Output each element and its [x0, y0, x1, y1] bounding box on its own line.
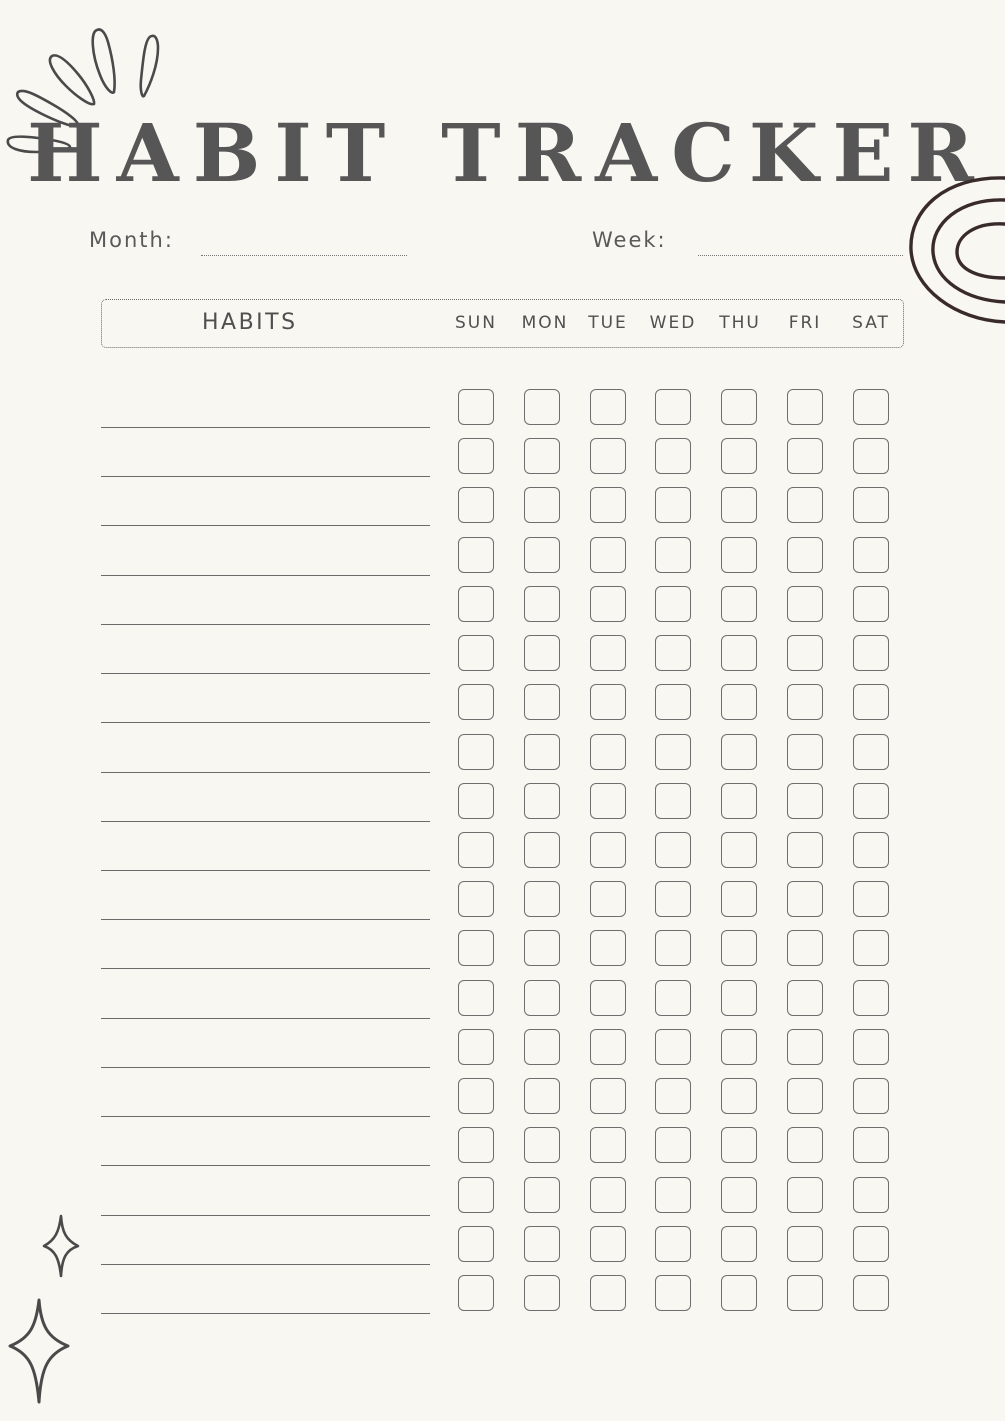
checkbox-wed[interactable] [655, 684, 691, 720]
checkbox-mon[interactable] [524, 832, 560, 868]
checkbox-wed[interactable] [655, 1275, 691, 1311]
checkbox-mon[interactable] [524, 635, 560, 671]
checkbox-wed[interactable] [655, 980, 691, 1016]
checkbox-sat[interactable] [853, 1029, 889, 1065]
checkbox-thu[interactable] [721, 881, 757, 917]
checkbox-tue[interactable] [590, 1275, 626, 1311]
checkbox-wed[interactable] [655, 783, 691, 819]
checkbox-mon[interactable] [524, 1177, 560, 1213]
checkbox-wed[interactable] [655, 930, 691, 966]
day-label-tue: TUE [588, 313, 628, 333]
checkbox-tue[interactable] [590, 684, 626, 720]
checkbox-mon[interactable] [524, 684, 560, 720]
checkbox-sat[interactable] [853, 537, 889, 573]
checkbox-tue[interactable] [590, 389, 626, 425]
week-label: Week: [592, 228, 667, 252]
checkbox-sun[interactable] [458, 1029, 494, 1065]
checkbox-thu[interactable] [721, 438, 757, 474]
checkbox-tue[interactable] [590, 635, 626, 671]
checkbox-tue[interactable] [590, 734, 626, 770]
checkbox-tue[interactable] [590, 930, 626, 966]
checkbox-sun[interactable] [458, 832, 494, 868]
checkbox-sat[interactable] [853, 832, 889, 868]
checkbox-sun[interactable] [458, 389, 494, 425]
checkbox-mon[interactable] [524, 930, 560, 966]
habit-entry-line[interactable] [101, 1313, 430, 1314]
habit-entry-line[interactable] [101, 1116, 430, 1117]
checkbox-wed[interactable] [655, 1078, 691, 1114]
habit-entry-line[interactable] [101, 1018, 430, 1019]
checkbox-wed[interactable] [655, 1226, 691, 1262]
checkbox-fri[interactable] [787, 832, 823, 868]
checkbox-tue[interactable] [590, 1226, 626, 1262]
checkbox-fri[interactable] [787, 389, 823, 425]
day-label-sun: SUN [455, 313, 497, 333]
checkbox-sat[interactable] [853, 438, 889, 474]
checkbox-thu[interactable] [721, 980, 757, 1016]
week-field[interactable] [698, 255, 903, 256]
checkbox-sat[interactable] [853, 1078, 889, 1114]
habit-entry-line[interactable] [101, 575, 430, 576]
checkbox-sun[interactable] [458, 487, 494, 523]
checkbox-sun[interactable] [458, 1127, 494, 1163]
checkbox-mon[interactable] [524, 1078, 560, 1114]
day-label-fri: FRI [788, 313, 822, 333]
month-field[interactable] [201, 255, 407, 256]
habit-entry-line[interactable] [101, 476, 430, 477]
checkbox-fri[interactable] [787, 881, 823, 917]
checkbox-mon[interactable] [524, 389, 560, 425]
checkbox-sat[interactable] [853, 1275, 889, 1311]
checkbox-fri[interactable] [787, 1275, 823, 1311]
checkbox-fri[interactable] [787, 783, 823, 819]
checkbox-mon[interactable] [524, 980, 560, 1016]
checkbox-sat[interactable] [853, 586, 889, 622]
habit-entry-line[interactable] [101, 1215, 430, 1216]
checkbox-fri[interactable] [787, 537, 823, 573]
checkbox-sat[interactable] [853, 1177, 889, 1213]
checkbox-fri[interactable] [787, 635, 823, 671]
habit-entry-line[interactable] [101, 919, 430, 920]
checkbox-thu[interactable] [721, 487, 757, 523]
habit-entry-line[interactable] [101, 673, 430, 674]
checkbox-fri[interactable] [787, 1078, 823, 1114]
checkbox-fri[interactable] [787, 684, 823, 720]
sparkle-star-icon [6, 1296, 72, 1406]
checkbox-wed[interactable] [655, 586, 691, 622]
checkbox-thu[interactable] [721, 783, 757, 819]
checkbox-sun[interactable] [458, 684, 494, 720]
day-label-thu: THU [719, 313, 761, 333]
day-label-wed: WED [649, 313, 697, 333]
checkbox-sun[interactable] [458, 734, 494, 770]
checkbox-sun[interactable] [458, 1078, 494, 1114]
checkbox-mon[interactable] [524, 734, 560, 770]
checkbox-thu[interactable] [721, 586, 757, 622]
checkbox-sat[interactable] [853, 783, 889, 819]
checkbox-fri[interactable] [787, 586, 823, 622]
day-label-mon: MON [521, 313, 569, 333]
checkbox-thu[interactable] [721, 389, 757, 425]
checkbox-sun[interactable] [458, 635, 494, 671]
checkbox-mon[interactable] [524, 586, 560, 622]
rainbow-arch-icon [905, 170, 1005, 330]
checkbox-fri[interactable] [787, 487, 823, 523]
checkbox-wed[interactable] [655, 438, 691, 474]
checkbox-sun[interactable] [458, 1226, 494, 1262]
habit-entry-line[interactable] [101, 722, 430, 723]
checkbox-sun[interactable] [458, 783, 494, 819]
page-title: HABIT TRACKER [27, 106, 988, 200]
checkbox-sat[interactable] [853, 1226, 889, 1262]
checkbox-mon[interactable] [524, 1226, 560, 1262]
checkbox-tue[interactable] [590, 586, 626, 622]
checkbox-fri[interactable] [787, 1127, 823, 1163]
checkbox-thu[interactable] [721, 1127, 757, 1163]
checkbox-wed[interactable] [655, 1127, 691, 1163]
checkbox-sun[interactable] [458, 586, 494, 622]
habit-entry-line[interactable] [101, 870, 430, 871]
checkbox-sat[interactable] [853, 881, 889, 917]
checkbox-sat[interactable] [853, 930, 889, 966]
checkbox-wed[interactable] [655, 537, 691, 573]
checkbox-sun[interactable] [458, 980, 494, 1016]
checkbox-wed[interactable] [655, 1177, 691, 1213]
checkbox-tue[interactable] [590, 487, 626, 523]
checkbox-sat[interactable] [853, 980, 889, 1016]
checkbox-thu[interactable] [721, 684, 757, 720]
checkbox-sun[interactable] [458, 930, 494, 966]
checkbox-fri[interactable] [787, 1029, 823, 1065]
checkbox-sat[interactable] [853, 1127, 889, 1163]
checkbox-tue[interactable] [590, 1127, 626, 1163]
checkbox-sun[interactable] [458, 1275, 494, 1311]
checkbox-wed[interactable] [655, 487, 691, 523]
checkbox-thu[interactable] [721, 635, 757, 671]
checkbox-tue[interactable] [590, 1029, 626, 1065]
checkbox-mon[interactable] [524, 1275, 560, 1311]
day-label-sat: SAT [852, 313, 890, 333]
checkbox-thu[interactable] [721, 1226, 757, 1262]
sparkle-star-icon [40, 1212, 82, 1280]
checkbox-thu[interactable] [721, 1177, 757, 1213]
checkbox-tue[interactable] [590, 537, 626, 573]
checkbox-sun[interactable] [458, 438, 494, 474]
checkbox-mon[interactable] [524, 487, 560, 523]
checkbox-sat[interactable] [853, 684, 889, 720]
checkbox-tue[interactable] [590, 881, 626, 917]
checkbox-tue[interactable] [590, 980, 626, 1016]
checkbox-wed[interactable] [655, 832, 691, 868]
checkbox-fri[interactable] [787, 980, 823, 1016]
checkbox-tue[interactable] [590, 832, 626, 868]
checkbox-fri[interactable] [787, 438, 823, 474]
checkbox-wed[interactable] [655, 1029, 691, 1065]
habit-entry-line[interactable] [101, 624, 430, 625]
checkbox-sun[interactable] [458, 881, 494, 917]
checkbox-sat[interactable] [853, 635, 889, 671]
checkbox-sun[interactable] [458, 1177, 494, 1213]
habit-entry-line[interactable] [101, 1264, 430, 1265]
habit-entry-line[interactable] [101, 427, 430, 428]
checkbox-wed[interactable] [655, 635, 691, 671]
checkbox-mon[interactable] [524, 1029, 560, 1065]
checkbox-thu[interactable] [721, 1029, 757, 1065]
checkbox-thu[interactable] [721, 734, 757, 770]
habit-entry-line[interactable] [101, 525, 430, 526]
checkbox-thu[interactable] [721, 1275, 757, 1311]
habits-heading: HABITS [202, 310, 298, 335]
checkbox-mon[interactable] [524, 537, 560, 573]
habit-entry-line[interactable] [101, 1067, 430, 1068]
habit-entry-line[interactable] [101, 821, 430, 822]
checkbox-wed[interactable] [655, 389, 691, 425]
checkbox-fri[interactable] [787, 1177, 823, 1213]
checkbox-mon[interactable] [524, 1127, 560, 1163]
checkbox-mon[interactable] [524, 438, 560, 474]
checkbox-sat[interactable] [853, 734, 889, 770]
checkbox-mon[interactable] [524, 881, 560, 917]
month-label: Month: [89, 228, 174, 252]
checkbox-thu[interactable] [721, 1078, 757, 1114]
checkbox-fri[interactable] [787, 930, 823, 966]
checkbox-sat[interactable] [853, 487, 889, 523]
checkbox-tue[interactable] [590, 1177, 626, 1213]
checkbox-mon[interactable] [524, 783, 560, 819]
habit-entry-line[interactable] [101, 968, 430, 969]
checkbox-fri[interactable] [787, 734, 823, 770]
checkbox-wed[interactable] [655, 734, 691, 770]
habit-entry-line[interactable] [101, 772, 430, 773]
checkbox-fri[interactable] [787, 1226, 823, 1262]
checkbox-thu[interactable] [721, 930, 757, 966]
checkbox-tue[interactable] [590, 1078, 626, 1114]
checkbox-tue[interactable] [590, 783, 626, 819]
habit-entry-line[interactable] [101, 1165, 430, 1166]
checkbox-sun[interactable] [458, 537, 494, 573]
checkbox-thu[interactable] [721, 537, 757, 573]
checkbox-tue[interactable] [590, 438, 626, 474]
checkbox-wed[interactable] [655, 881, 691, 917]
checkbox-thu[interactable] [721, 832, 757, 868]
checkbox-sat[interactable] [853, 389, 889, 425]
